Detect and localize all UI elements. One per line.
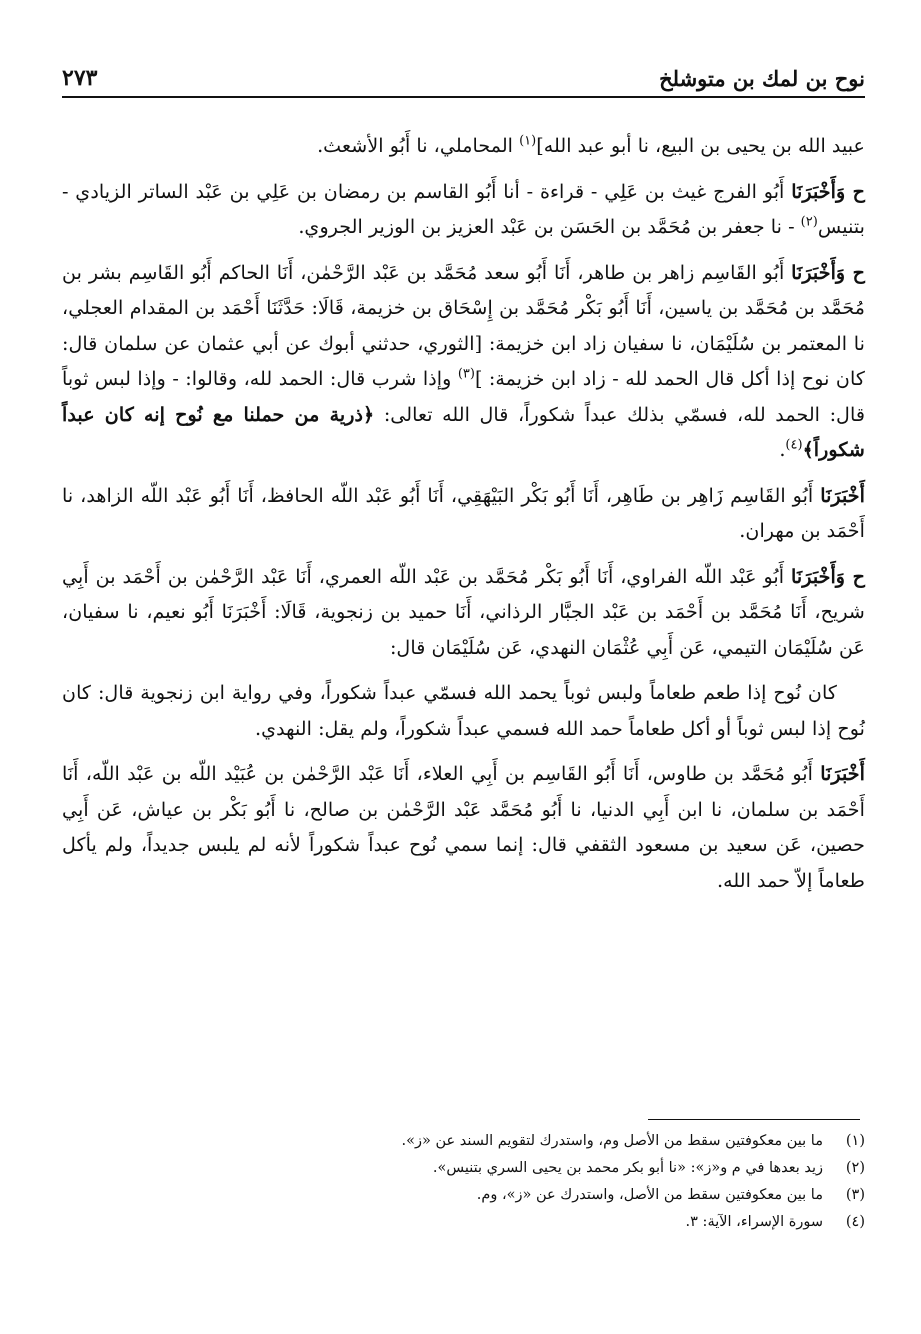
footnote-separator <box>648 1119 860 1120</box>
footnote-number: (١) <box>845 1133 865 1149</box>
footnotes <box>62 1128 865 1236</box>
footnote-number: (٤) <box>845 1214 865 1230</box>
text-paragraph <box>62 128 865 164</box>
text-run: المحاملي، نا أَبُو الأشعث. <box>317 134 520 157</box>
footnote-text: زيد بعدها في م و«ز»: «نا أبو بكر محمد بن يحيى السري بتنيس». <box>432 1160 823 1176</box>
footnote-text: ما بين معكوفتين سقط من الأصل، واستدرك عن «ز»، وم. <box>476 1187 823 1203</box>
text-run: أَبُو عَبْد اللّه الفراوي، أَنَا أَبُو بَكْر مُحَمَّد بن عَبْد اللّه العمري، أَنَا عَبْد الرَّحْمٰن بن أَحْمَد بن أَبِي شريح، أَنَا مُحَمَّد بن أَحْمَد بن عَبْد الجبَّار الرذاني، أَنَا حميد بن زنجوية، قَالَا: أَخْبَرَنَا أَبُو نعيم، نا سفيان، عَن سُلَيْمَان التيمي، عَن أَبِي عُثْمَان النهدي، عَن سُلَيْمَان قال: <box>62 564 865 659</box>
footnote <box>62 1155 865 1182</box>
text-paragraph <box>62 675 865 746</box>
footnote-number: (٢) <box>845 1160 865 1176</box>
text-run: - نا جعفر بن مُحَمَّد بن الحَسَن بن عَبْد العزيز بن الوزير الجروي. <box>298 215 801 238</box>
footnote-text: سورة الإسراء، الآية: ٣. <box>685 1214 823 1230</box>
page-number: ٢٧٣ <box>62 65 98 91</box>
footnote <box>62 1182 865 1209</box>
text-run: أَبُو القَاسِم زَاهِر بن طَاهِر، أَنَا أَبُو بَكْر البَيْهَقِي، أَنَا أَبُو عَبْد اللّه الحافظ، أَنَا أَبُو عَبْد اللّه الزاهد، نا أَحْمَد بن مهران. <box>62 483 865 542</box>
text-run: أَبُو القَاسِم زاهر بن طاهر، أَنَا أَبُو سعد مُحَمَّد بن عَبْد الرَّحْمٰن، أَنَا الحاكم أَبُو القَاسِم بشر بن مُحَمَّد بن مُحَمَّد بن ياسين، أَنَا أَبُو بَكْر مُحَمَّد بن إِسْحَاق بن خزيمة، قَالَا: حَدَّثَنَا أَحْمَد بن المقدام العجلي، نا المعتمر بن سُلَيْمَان، نا سفيان زاد ابن خزيمة: [الثوري، حدثني أبوك عن أبي عثمان عن سلمان قال: كان نوح إذا أكل قال الحمد لله - زاد ابن خزيمة: ] <box>62 260 865 390</box>
page-header <box>62 58 865 98</box>
footnote-marker: (٣) <box>457 366 475 382</box>
isnad-lead: أَخْبَرَنَا <box>820 762 865 785</box>
quran-verse: ﴿ذرية من حملنا مع نُوح إنه كان عبداً شكوراً﴾ <box>62 402 865 461</box>
text-paragraph <box>62 756 865 898</box>
text-run: أَبُو الفرج غيث بن عَلِي - قراءة - أنا أَبُو القاسم بن رمضان بن عَلِي بن عَبْد الساتر الزيادي - بتنيس <box>62 179 865 238</box>
footnote-text: ما بين معكوفتين سقط من الأصل وم، واستدرك لتقويم السند عن «ز». <box>401 1133 823 1149</box>
footnote-marker: (٢) <box>800 214 818 230</box>
text-run: . <box>779 438 786 461</box>
text-paragraph <box>62 255 865 468</box>
text-paragraph <box>62 559 865 666</box>
text-run: وإذا شرب قال: الحمد لله، وقالوا: - وإذا لبس ثوباً قال: الحمد لله، فسمّي بذلك عبداً شكوراً، قال الله تعالى: <box>62 367 865 426</box>
isnad-lead: ح وَأَخْبَرَنَا <box>791 564 865 588</box>
footnote-marker: (١) <box>519 133 537 149</box>
text-run: عبيد الله بن يحيى بن البيع، نا أبو عبد الله] <box>536 134 865 157</box>
text-paragraph <box>62 478 865 549</box>
footnote-number: (٣) <box>845 1187 865 1203</box>
main-text <box>62 128 865 908</box>
text-run: كان نُوح إذا طعم طعاماً ولبس ثوباً يحمد الله فسمّي عبداً شكوراً، وفي رواية ابن زنجوية قال: كان نُوح إذا لبس ثوباً أو أكل طعاماً حمد الله فسمي عبداً شكوراً، ولم يقل: النهدي. <box>62 681 865 740</box>
text-run: أَبُو مُحَمَّد بن طاوس، أَنَا أَبُو القَاسِم بن أَبِي العلاء، أَنَا عَبْد الرَّحْمٰن بن عُبَيْد اللّه بن عَبْد اللّه، أَنَا أَحْمَد بن سلمان، نا ابن أَبِي الدنيا، نا أَبُو مُحَمَّد عَبْد الرَّحْمٰن بن صالح، نا أَبُو بَكْر بن عياش، عَن أَبِي حصين، عَن سعيد بن مسعود الثقفي قال: إنما سمي نُوح عبداً شكوراً لأنه لم يلبس جديداً، ولم يأكل طعاماً إلاّ حمد الله. <box>62 762 865 892</box>
footnote <box>62 1209 865 1236</box>
footnote <box>62 1128 865 1155</box>
isnad-lead: ح وَأَخْبَرَنَا <box>791 260 865 284</box>
text-paragraph <box>62 174 865 245</box>
isnad-lead: أَخْبَرَنَا <box>820 483 865 507</box>
isnad-lead: ح وَأَخْبَرَنَا <box>791 179 865 203</box>
footnote-marker: (٤) <box>785 437 803 453</box>
running-title: نوح بن لمك بن متوشلخ <box>659 66 865 91</box>
